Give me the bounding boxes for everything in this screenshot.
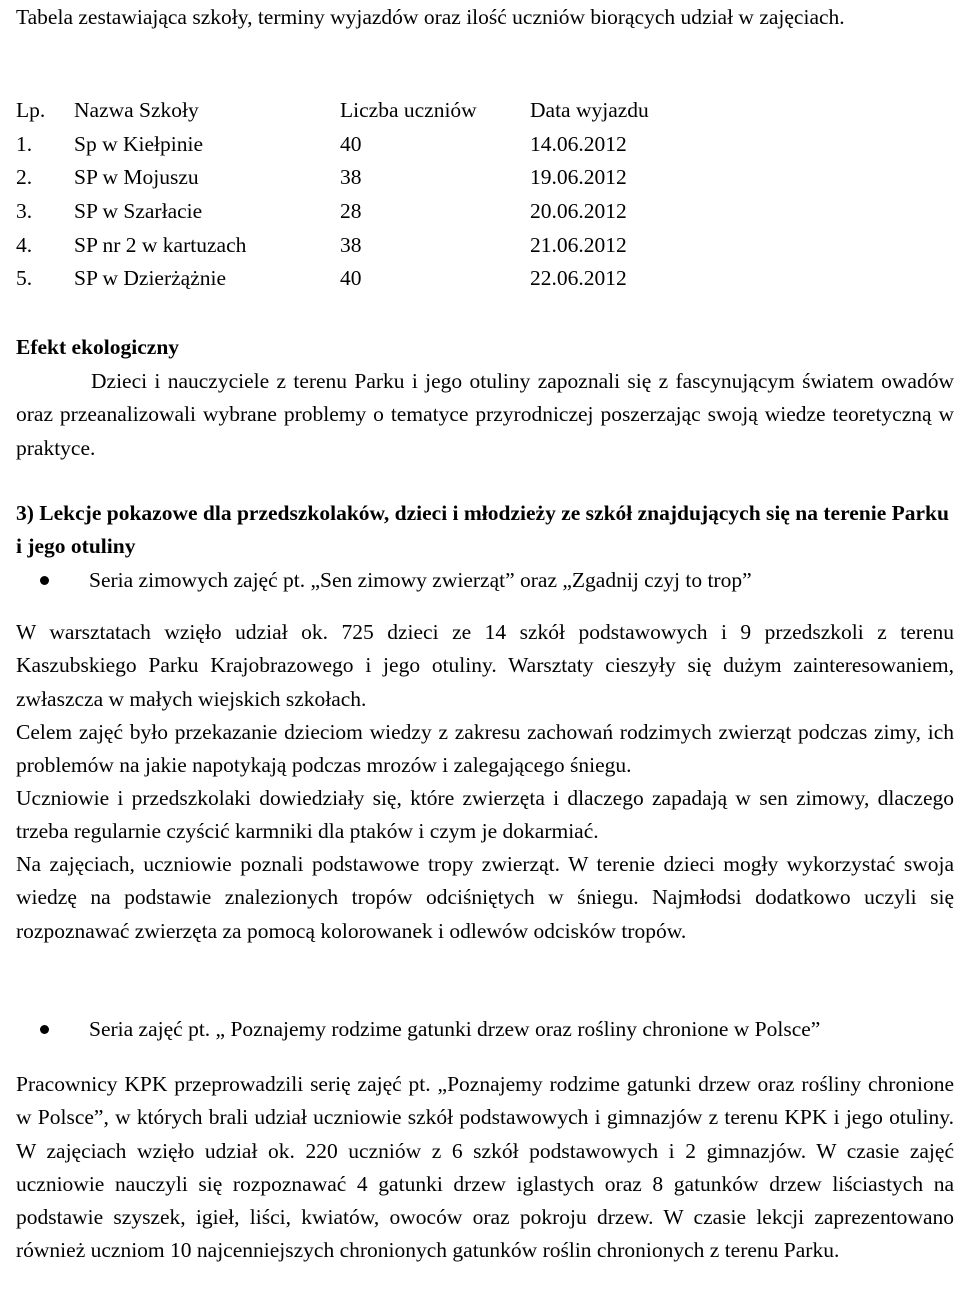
paragraph-kpk-staff: Pracownicy KPK przeprowadzili serię zajęć pt. „Poznajemy rodzime gatunki drzew oraz rośliny chronione w Polsce”, w których brali udział uczniowie szkół podstawowych i gimnazjów z terenu KPK i jego otuliny. W zajęciach wzięło udział ok. 220 uczniów z 6 szkół podstawowych i 2 gimnazjów. W czasie zajęć uczniowie nauczyli się rozpoznawać 4 gatunki drzew iglastych oraz 8 gatunków drzew liściastych na podstawie szyszek, igieł, liści, kwiatów, owoców oraz pokroju drzew. W czasie lekcji zaprezentowano również uczniom 10 najcenniejszych chronionych gatunków roślin chronionych z terenu Parku. — [16, 1072, 954, 1263]
cell-date: 22.06.2012 — [530, 266, 627, 291]
cell-school: SP nr 2 w kartuzach — [74, 232, 247, 257]
bullet-text: Seria zajęć pt. „ Poznajemy rodzime gatunki drzew oraz rośliny chronione w Polsce” — [89, 1017, 821, 1041]
cell-lp: 3. — [16, 199, 33, 224]
cell-date: 20.06.2012 — [530, 199, 627, 224]
section3-heading: 3) Lekcje pokazowe dla przedszkolaków, dzieci i młodzieży ze szkół znajdujących się na terenie Parku i jego otuliny — [16, 501, 949, 558]
bullet-icon — [40, 1025, 49, 1034]
paragraph-workshops: W warsztatach wzięło udział ok. 725 dzieci ze 14 szkół podstawowych i 9 przedszkoli z terenu Kaszubskiego Parku Krajobrazowego i jego otuliny. Warsztaty cieszyły się dużym zainteresowaniem, zwłaszcza w małych wiejskich szkołach. — [16, 620, 954, 711]
paragraph-goal: Celem zajęć było przekazanie dzieciom wiedzy z zakresu zachowań rodzimych zwierząt podczas zimy, ich problemów na jakie napotykają podczas mrozów i zalegającego śniegu. — [16, 720, 954, 778]
table-row — [16, 262, 730, 296]
paragraph-tracks: Na zajęciach, uczniowie poznali podstawowe tropy zwierząt. W terenie dzieci mogły wykorzystać swoja wiedzę na podstawie znalezionych tropów odciśniętych w śniegu. Najmłodsi dodatkowo uczyli się rozpoznawać zwierzęta za pomocą kolorowanek i odlewów odcisków tropów. — [16, 852, 954, 943]
cell-lp: 1. — [16, 131, 33, 156]
cell-school: SP w Mojuszu — [74, 165, 199, 190]
cell-count: 40 — [340, 131, 362, 156]
cell-count: 38 — [340, 232, 362, 257]
paragraph-pupils: Uczniowie i przedszkolaki dowiedziały się, które zwierzęta i dlaczego zapadają w sen zimowy, dlaczego trzeba regularnie czyścić karmniki dla ptaków i czym je dokarmiać. — [16, 786, 954, 844]
cell-lp: 2. — [16, 165, 33, 190]
header-school-name: Nazwa Szkoły — [74, 98, 199, 123]
cell-date: 19.06.2012 — [530, 165, 627, 190]
header-student-count: Liczba uczniów — [340, 98, 477, 123]
efekt-paragraph: Dzieci i nauczyciele z terenu Parku i jego otuliny zapoznali się z fascynującym światem owadów oraz przeanalizowali wybrane problemy o tematyce przyrodniczej poszerzając swoją wiedze teoretyczną w praktyce. — [16, 369, 954, 460]
cell-school: SP w Szarłacie — [74, 199, 203, 224]
cell-school: Sp w Kiełpinie — [74, 131, 203, 156]
cell-count: 38 — [340, 165, 362, 190]
intro-paragraph: Tabela zestawiająca szkoły, terminy wyjazdów oraz ilość uczniów biorących udział w zajęciach. — [16, 5, 845, 29]
bullet-text: Seria zimowych zajęć pt. „Sen zimowy zwierząt” oraz „Zgadnij czyj to trop” — [89, 568, 752, 592]
cell-count: 28 — [340, 199, 362, 224]
bullet-icon — [40, 576, 49, 585]
table-row — [16, 128, 730, 162]
cell-school: SP w Dzierżążnie — [74, 266, 227, 291]
table-header-row — [16, 94, 730, 128]
bullet-item-winter-series — [40, 564, 752, 596]
cell-date: 14.06.2012 — [530, 131, 627, 156]
cell-lp: 5. — [16, 266, 33, 291]
header-lp: Lp. — [16, 98, 46, 123]
cell-lp: 4. — [16, 232, 33, 257]
bullet-item-trees-series — [40, 1013, 820, 1045]
table-row — [16, 161, 730, 195]
schools-table — [16, 94, 730, 296]
cell-date: 21.06.2012 — [530, 232, 627, 257]
header-departure-date: Data wyjazdu — [530, 98, 649, 123]
cell-count: 40 — [340, 266, 362, 291]
table-row — [16, 195, 730, 229]
table-row — [16, 228, 730, 262]
efekt-heading: Efekt ekologiczny — [16, 335, 180, 359]
